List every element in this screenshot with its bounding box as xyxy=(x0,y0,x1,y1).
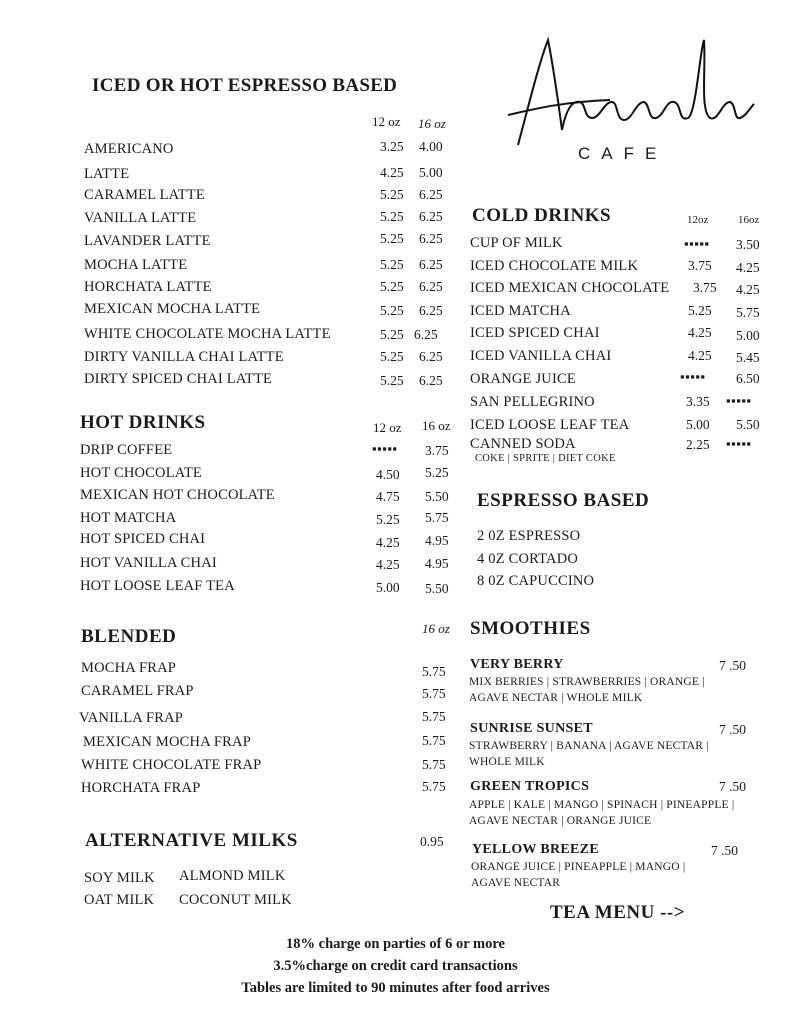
item-name: MEXICAN MOCHA LATTE xyxy=(84,301,261,317)
price-12oz: 5.25 xyxy=(380,373,404,388)
item-name: CANNED SODA xyxy=(470,436,576,452)
price: 5.75 xyxy=(422,664,446,679)
item-name: VANILLA LATTE xyxy=(84,210,197,226)
item-name: HORCHATA FRAP xyxy=(81,780,201,796)
price-12oz: 5.25 xyxy=(380,257,404,272)
soda-options-note: COKE | SPRITE | DIET COKE xyxy=(475,453,616,464)
price-16oz: 6.25 xyxy=(419,257,443,272)
price-12oz: 3.25 xyxy=(380,139,404,154)
price-12oz: 4.25 xyxy=(376,557,400,572)
item-name: CUP OF MILK xyxy=(470,235,563,251)
section-title-espresso-hot-iced: ICED OR HOT ESPRESSO BASED xyxy=(92,75,398,96)
item-name: ICED MEXICAN CHOCOLATE xyxy=(470,280,670,296)
price-16oz: ▪▪▪▪▪ xyxy=(726,393,752,408)
price-16oz: 5.00 xyxy=(419,165,443,180)
price-16oz: 5.45 xyxy=(736,350,760,365)
item-name: WHITE CHOCOLATE FRAP xyxy=(81,757,262,773)
item-name: ICED VANILLA CHAI xyxy=(470,348,612,364)
smoothie-price: 7 .50 xyxy=(719,722,746,737)
price-12oz: 5.00 xyxy=(376,580,400,595)
alt-milk-item: ALMOND MILK xyxy=(179,868,286,884)
alt-milk-price: 0.95 xyxy=(420,834,444,849)
footer-note: Tables are limited to 90 minutes after food arrives xyxy=(241,980,550,996)
tea-menu-link[interactable]: TEA MENU --> xyxy=(550,902,686,923)
size-header-12oz: 12 oz xyxy=(372,114,401,129)
price-12oz: 4.25 xyxy=(688,348,712,363)
size-header-16oz: 16 oz xyxy=(422,418,451,433)
price-16oz: ▪▪▪▪▪ xyxy=(726,436,752,451)
price-16oz: 5.75 xyxy=(736,305,760,320)
smoothie-name: SUNRISE SUNSET xyxy=(470,721,593,736)
price-16oz: 5.75 xyxy=(425,510,449,525)
espresso-item: 8 0Z CAPUCCINO xyxy=(477,573,595,589)
price-12oz: 2.25 xyxy=(686,437,710,452)
section-title-hot-drinks: HOT DRINKS xyxy=(80,412,206,433)
price-12oz: 5.25 xyxy=(380,327,404,342)
alt-milk-item: OAT MILK xyxy=(84,892,155,908)
price-16oz: 5.50 xyxy=(736,417,760,432)
size-header-12oz: 12 oz xyxy=(373,420,402,435)
item-name: MEXICAN HOT CHOCOLATE xyxy=(80,487,275,503)
espresso-item: 2 0Z ESPRESSO xyxy=(477,528,581,544)
price-12oz: ▪▪▪▪▪ xyxy=(372,441,398,456)
price-16oz: 4.95 xyxy=(425,556,449,571)
price-16oz: 3.50 xyxy=(736,237,760,252)
smoothie-description: APPLE | KALE | MANGO | SPINACH | PINEAPPLE | AGAVE NECTAR | ORANGE JUICE xyxy=(469,799,735,827)
price-12oz: 4.75 xyxy=(376,489,400,504)
price-16oz: 3.75 xyxy=(425,443,449,458)
item-name: ICED CHOCOLATE MILK xyxy=(470,258,639,274)
item-name: LAVANDER LATTE xyxy=(84,233,211,249)
item-name: MOCHA FRAP xyxy=(81,660,177,676)
price-16oz: 6.25 xyxy=(419,279,443,294)
item-name: CARAMEL FRAP xyxy=(81,683,194,699)
price-12oz: 5.00 xyxy=(686,417,710,432)
price-16oz: 6.25 xyxy=(419,373,443,388)
price: 5.75 xyxy=(422,733,446,748)
price-12oz: 4.25 xyxy=(376,535,400,550)
section-title-espresso-based: ESPRESSO BASED xyxy=(477,490,650,511)
smoothie-price: 7 .50 xyxy=(711,843,738,858)
price-16oz: 5.25 xyxy=(425,465,449,480)
price-16oz: 6.25 xyxy=(419,349,443,364)
price-16oz: 6.25 xyxy=(414,327,438,342)
section-title-blended: BLENDED xyxy=(81,626,177,647)
smoothie-description: MIX BERRIES | STRAWBERRIES | ORANGE | AGAVE NECTAR | WHOLE MILK xyxy=(469,676,705,704)
smoothie-description: STRAWBERRY | BANANA | AGAVE NECTAR | WHOLE MILK xyxy=(469,740,709,768)
size-header-16oz: 16oz xyxy=(738,214,760,226)
price-12oz: 4.25 xyxy=(688,325,712,340)
alt-milk-item: COCONUT MILK xyxy=(179,892,292,908)
item-name: DIRTY VANILLA CHAI LATTE xyxy=(84,349,284,365)
price-16oz: 5.00 xyxy=(736,328,760,343)
espresso-item: 4 0Z CORTADO xyxy=(477,551,579,567)
price-16oz: 6.25 xyxy=(419,187,443,202)
item-name: SAN PELLEGRINO xyxy=(470,394,595,410)
price-16oz: 5.50 xyxy=(425,581,449,596)
price-12oz: 5.25 xyxy=(380,187,404,202)
item-name: HORCHATA LATTE xyxy=(84,279,212,295)
price-16oz: 5.50 xyxy=(425,489,449,504)
size-header-16oz: 16 oz xyxy=(418,116,446,131)
size-header-12oz: 12oz xyxy=(687,214,709,226)
section-title-cold-drinks: COLD DRINKS xyxy=(472,205,612,226)
price-16oz: 4.95 xyxy=(425,533,449,548)
item-name: HOT LOOSE LEAF TEA xyxy=(80,578,235,594)
price-12oz: 4.50 xyxy=(376,467,400,482)
alt-milk-item: SOY MILK xyxy=(84,870,155,886)
price-12oz: 5.25 xyxy=(688,303,712,318)
item-name: ORANGE JUICE xyxy=(470,371,576,387)
price-16oz: 4.25 xyxy=(736,282,760,297)
smoothie-price: 7 .50 xyxy=(719,658,746,673)
price-12oz: 3.75 xyxy=(693,280,717,295)
price: 5.75 xyxy=(422,709,446,724)
price-16oz: 6.50 xyxy=(736,371,760,386)
price-12oz: 5.25 xyxy=(380,349,404,364)
footer-note: 18% charge on parties of 6 or more xyxy=(286,936,505,952)
price-16oz: 4.25 xyxy=(736,260,760,275)
section-title-smoothies: SMOOTHIES xyxy=(470,618,591,639)
item-name: MEXICAN MOCHA FRAP xyxy=(83,734,251,750)
item-name: HOT MATCHA xyxy=(80,510,177,526)
item-name: WHITE CHOCOLATE MOCHA LATTE xyxy=(84,326,331,342)
smoothie-description: ORANGE JUICE | PINEAPPLE | MANGO | AGAVE NECTAR xyxy=(471,861,686,889)
smoothie-name: GREEN TROPICS xyxy=(470,779,590,794)
smoothie-price: 7 .50 xyxy=(719,779,746,794)
item-name: HOT VANILLA CHAI xyxy=(80,555,217,571)
item-name: CARAMEL LATTE xyxy=(84,187,205,203)
item-name: DRIP COFFEE xyxy=(80,442,173,458)
price-16oz: 6.25 xyxy=(419,209,443,224)
section-title-alt-milks: ALTERNATIVE MILKS xyxy=(85,830,298,851)
item-name: MOCHA LATTE xyxy=(84,257,188,273)
price-16oz: 6.25 xyxy=(419,303,443,318)
logo xyxy=(500,30,760,170)
item-name: VANILLA FRAP xyxy=(79,710,184,726)
price-12oz: 3.75 xyxy=(688,258,712,273)
smoothie-name: YELLOW BREEZE xyxy=(472,842,599,857)
item-name: ICED MATCHA xyxy=(470,303,571,319)
item-name: DIRTY SPICED CHAI LATTE xyxy=(84,371,273,387)
item-name: HOT CHOCOLATE xyxy=(80,465,202,481)
price-12oz: 5.25 xyxy=(380,303,404,318)
price: 5.75 xyxy=(422,757,446,772)
price-12oz: 5.25 xyxy=(380,231,404,246)
price: 5.75 xyxy=(422,779,446,794)
price-12oz: 3.35 xyxy=(686,394,710,409)
footer-note: 3.5%charge on credit card transactions xyxy=(273,958,518,974)
price-12oz: 4.25 xyxy=(380,165,404,180)
smoothie-name: VERY BERRY xyxy=(470,657,564,672)
item-name: AMERICANO xyxy=(84,141,174,157)
price-12oz: ▪▪▪▪▪ xyxy=(680,369,706,384)
item-name: HOT SPICED CHAI xyxy=(80,531,206,547)
item-name: ICED SPICED CHAI xyxy=(470,325,600,341)
item-name: LATTE xyxy=(84,166,130,182)
price-12oz: 5.25 xyxy=(380,279,404,294)
price-16oz: 6.25 xyxy=(419,231,443,246)
price-12oz: 5.25 xyxy=(376,512,400,527)
price-12oz: ▪▪▪▪▪ xyxy=(684,236,710,251)
price-12oz: 5.25 xyxy=(380,209,404,224)
price-16oz: 4.00 xyxy=(419,139,443,154)
price: 5.75 xyxy=(422,686,446,701)
logo-subtitle: CAFE xyxy=(578,144,668,163)
size-header-16oz: 16 oz xyxy=(422,621,450,636)
item-name: ICED LOOSE LEAF TEA xyxy=(470,417,630,433)
